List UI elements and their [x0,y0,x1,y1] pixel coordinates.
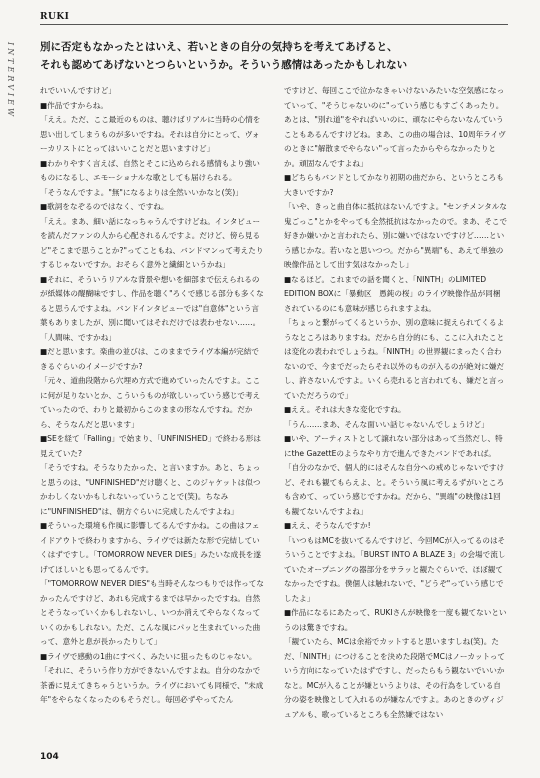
paragraph: ■作品ですからね。 [40,100,108,110]
title-line-2: それも認めてあげないとつらいというか。そういう感情はあったかもしれない [40,59,408,71]
paragraph: ■そういった環境も作風に影響してるんですかね。この曲はフェイドアウトで終わりますから、ライヴでは新たな形で完結していくはずですし。「TOMORROW NEVER DIES」みたいな成長を遂げてほしいとも思ってるんです。 [40,521,261,574]
page-number: 104 [40,752,59,762]
paragraph: ■作品になるにあたって、RUKIさんが映像を一度も観てないというのは驚きですね。 [284,608,507,632]
paragraph: 「うん……まあ、そんな面いい話じゃないんでしょうけど」 [284,419,489,429]
paragraph: 「観ていたら、MCは余裕でカットすると思いますしね(笑)。ただ、「NINTH」につけることを決めた段階でMCはノーカットっていう方向になっていたはずですし、だったらもう観ないでいいかなと。MCが入ることが嫌というよりは、その行為をしている自分の姿を映像として入れるのが嫌なんですよ。あのときのヴィジュアルも、歌っているところも全然嫌ではない [284,637,505,719]
paragraph: 「人間味、ですかね」 [40,332,116,342]
paragraph: 「ええ。まあ、細い話になっちゃうんですけどね。インタビューを読んだファンの人から心配されるんですよ。だけど、傍ら見るど"そこまで思うことか?"ってこともね、バンドマンって考えたりするじゃないですか。おそらく意外と繊細というかね」 [40,216,264,269]
paragraph: ■わかりやすく言えば、自然とそこに込められる感情もより強いものになるし、エモーショナルな歌としても届けられる。 [40,158,260,182]
paragraph: 「"TOMORROW NEVER DIES"も当時そんなつもりでは作ってなかったんですけど、あれも完成するまでは早かったですね。自然とそうなっていくかもしれないし、いつか消えてやらなくなっていくのかもしれない。ただ、こんな風にパッと生まれていった曲って、意外と息が長かったりして」 [40,579,264,646]
paragraph: 「元々、道曲段階から穴埋め方式で進めていったんですよ。ここに何が足りないとか、こういうものが欲しいっていう感じで考えていったので、わりと最初からこのままの形なんですね。だから、そうなんだと思います」 [40,376,261,429]
paragraph: ですけど、毎回ここで泣かなきゃいけないみたいな空気感になっていって、"そうじゃないのに"っていう感じもすごくあったり。あとは、"別れ道"をやればいいのに、頑なにやらないなんていうこともあるんですけどね。まあ、この曲の場合は、10周年ライヴのときに"解散までやらない"って言ったからやらなかったりとか。頑固なんですよね」 [284,86,506,168]
paragraph: ■ええ、そうなんですか! [284,521,371,530]
paragraph: 「ええ。ただ、ここ最近のものは、聴けばリアルに当時の心情を思い出してしまうものが多いですね。それは自分にとって、ヴォーカリストにとってはいいことだと思いますけど」 [40,115,261,153]
paragraph: 「それに、そういう作り方ができないんですよね。自分のなかで茶番に見えてきちゃうというか。ライヴにおいても同様で、"未成年"をやらなくなったのもそうだし。毎回必ずやってたん [40,666,264,704]
paragraph: 「そうですね。そうなりたかった、と言いますか。あと、ちょっと思うのは、"UNFINISHED"だけ聴くと、このジャケットは似つかわしくないかもしれないっていうことで(笑)。ちなみに"UNFINISHED"は、朝方ぐらいに完成したんですよね」 [40,463,261,516]
paragraph: ■だと思います。楽曲の並びは、このままでライヴ本編が完結できるぐらいのイメージですか? [40,347,259,371]
pull-quote-title [40,38,510,74]
paragraph: ■どちらもバンドとしてかなり初期の曲だから、というところも大きいですか? [284,173,504,197]
paragraph: ■なるほど。これまでの話を聞くと、「NINTH」のLIMITED EDITION BOXに「暴動区 愚鈍の桜」のライヴ映像作品が同梱されているのにも意味が感じられますよね。 [284,274,501,313]
artist-name: RUKI [40,12,70,22]
paragraph: ■SEを経て「Falling」で始まり、「UNFINISHED」で終わる形は見えていた? [40,434,261,458]
paragraph: ■いや、アーティストとして譲れない部分はあって当然だし、特にthe GazettEのようなやり方で進んできたバンドであれば。 [284,434,503,458]
right-text-column [284,84,508,744]
paragraph: 「ちょっと繋がってくるというか、別の意味に捉えられてくるようなところはありますね。だから自分的にも、ここに入れたことは変化の表われでしょうね。「NINTH」の世界観にまったく合わないので、今までだったらそれ以外のものが入るのが絶対に嫌だし、許さないんですよ。いくら売れると言われても、嫌だと言っていただろうので」 [284,318,505,400]
paragraph: ■それに、そういうリアルな背景や想いを細部まで伝えられるのが紙媒体の醍醐味ですし、作品を聴く"ろくで感じる部分も多くなると思うんですよね。バンドインタビューでは"自意体"という言葉もありましたが、別に聞いてはそれだけでは表わせない……。 [40,274,264,327]
paragraph: れでいいんですけど」 [40,86,116,95]
paragraph: ■歌詞をなぞるのではなく、ですね。 [40,202,169,211]
paragraph: ■ええ。それは大きな変化ですね。 [284,405,406,414]
left-text-column [40,84,264,744]
paragraph: 「そうなんですよ。"無"になるよりは全然いいかなと(笑)」 [40,187,243,197]
title-line-1: 別に否定もなかったとはいえ、若いときの自分の気持ちを考えてあげると、 [40,41,398,53]
header-divider [40,24,508,25]
paragraph: 「自分のなかで、個人的にはそんな自分への戒めじゃないですけど、それも観てもらえよ、と。そういう風に考えるずがいところも含めて、っていう感じですかね。だから、"異端"の映像は1回も観てないんですよね」 [284,463,505,516]
paragraph: 「いつもはMCを抜いてるんですけど、今回MCが入ってるのはそういうことですよね。「BURST INTO A BLAZE 3」の会場で流していたオープニングの器部分をサラッと観たぐらいで、ほぼ観てなかったですね。僕個人は触れないで、"どうぞ"っていう感じでしたよ」 [284,535,506,603]
paragraph: ■ライヴで感動の1曲にすべく、みたいに狙ったものじゃない。 [40,651,257,661]
paragraph: 「いや、きっと曲自体に抵抗はないんですよ。"センチメンタルな鬼ごっこ"とかをやっても全然抵抗はなかったので。まあ、そこで好きか嫌いかと言われたら、別に嫌いではないですけど……という感じかな。若いなと思いつつ。だから"異端"も、あえて単独の映像作品として出す気はなかったし」 [284,202,508,269]
section-side-label: INTERVIEW [6,42,15,120]
